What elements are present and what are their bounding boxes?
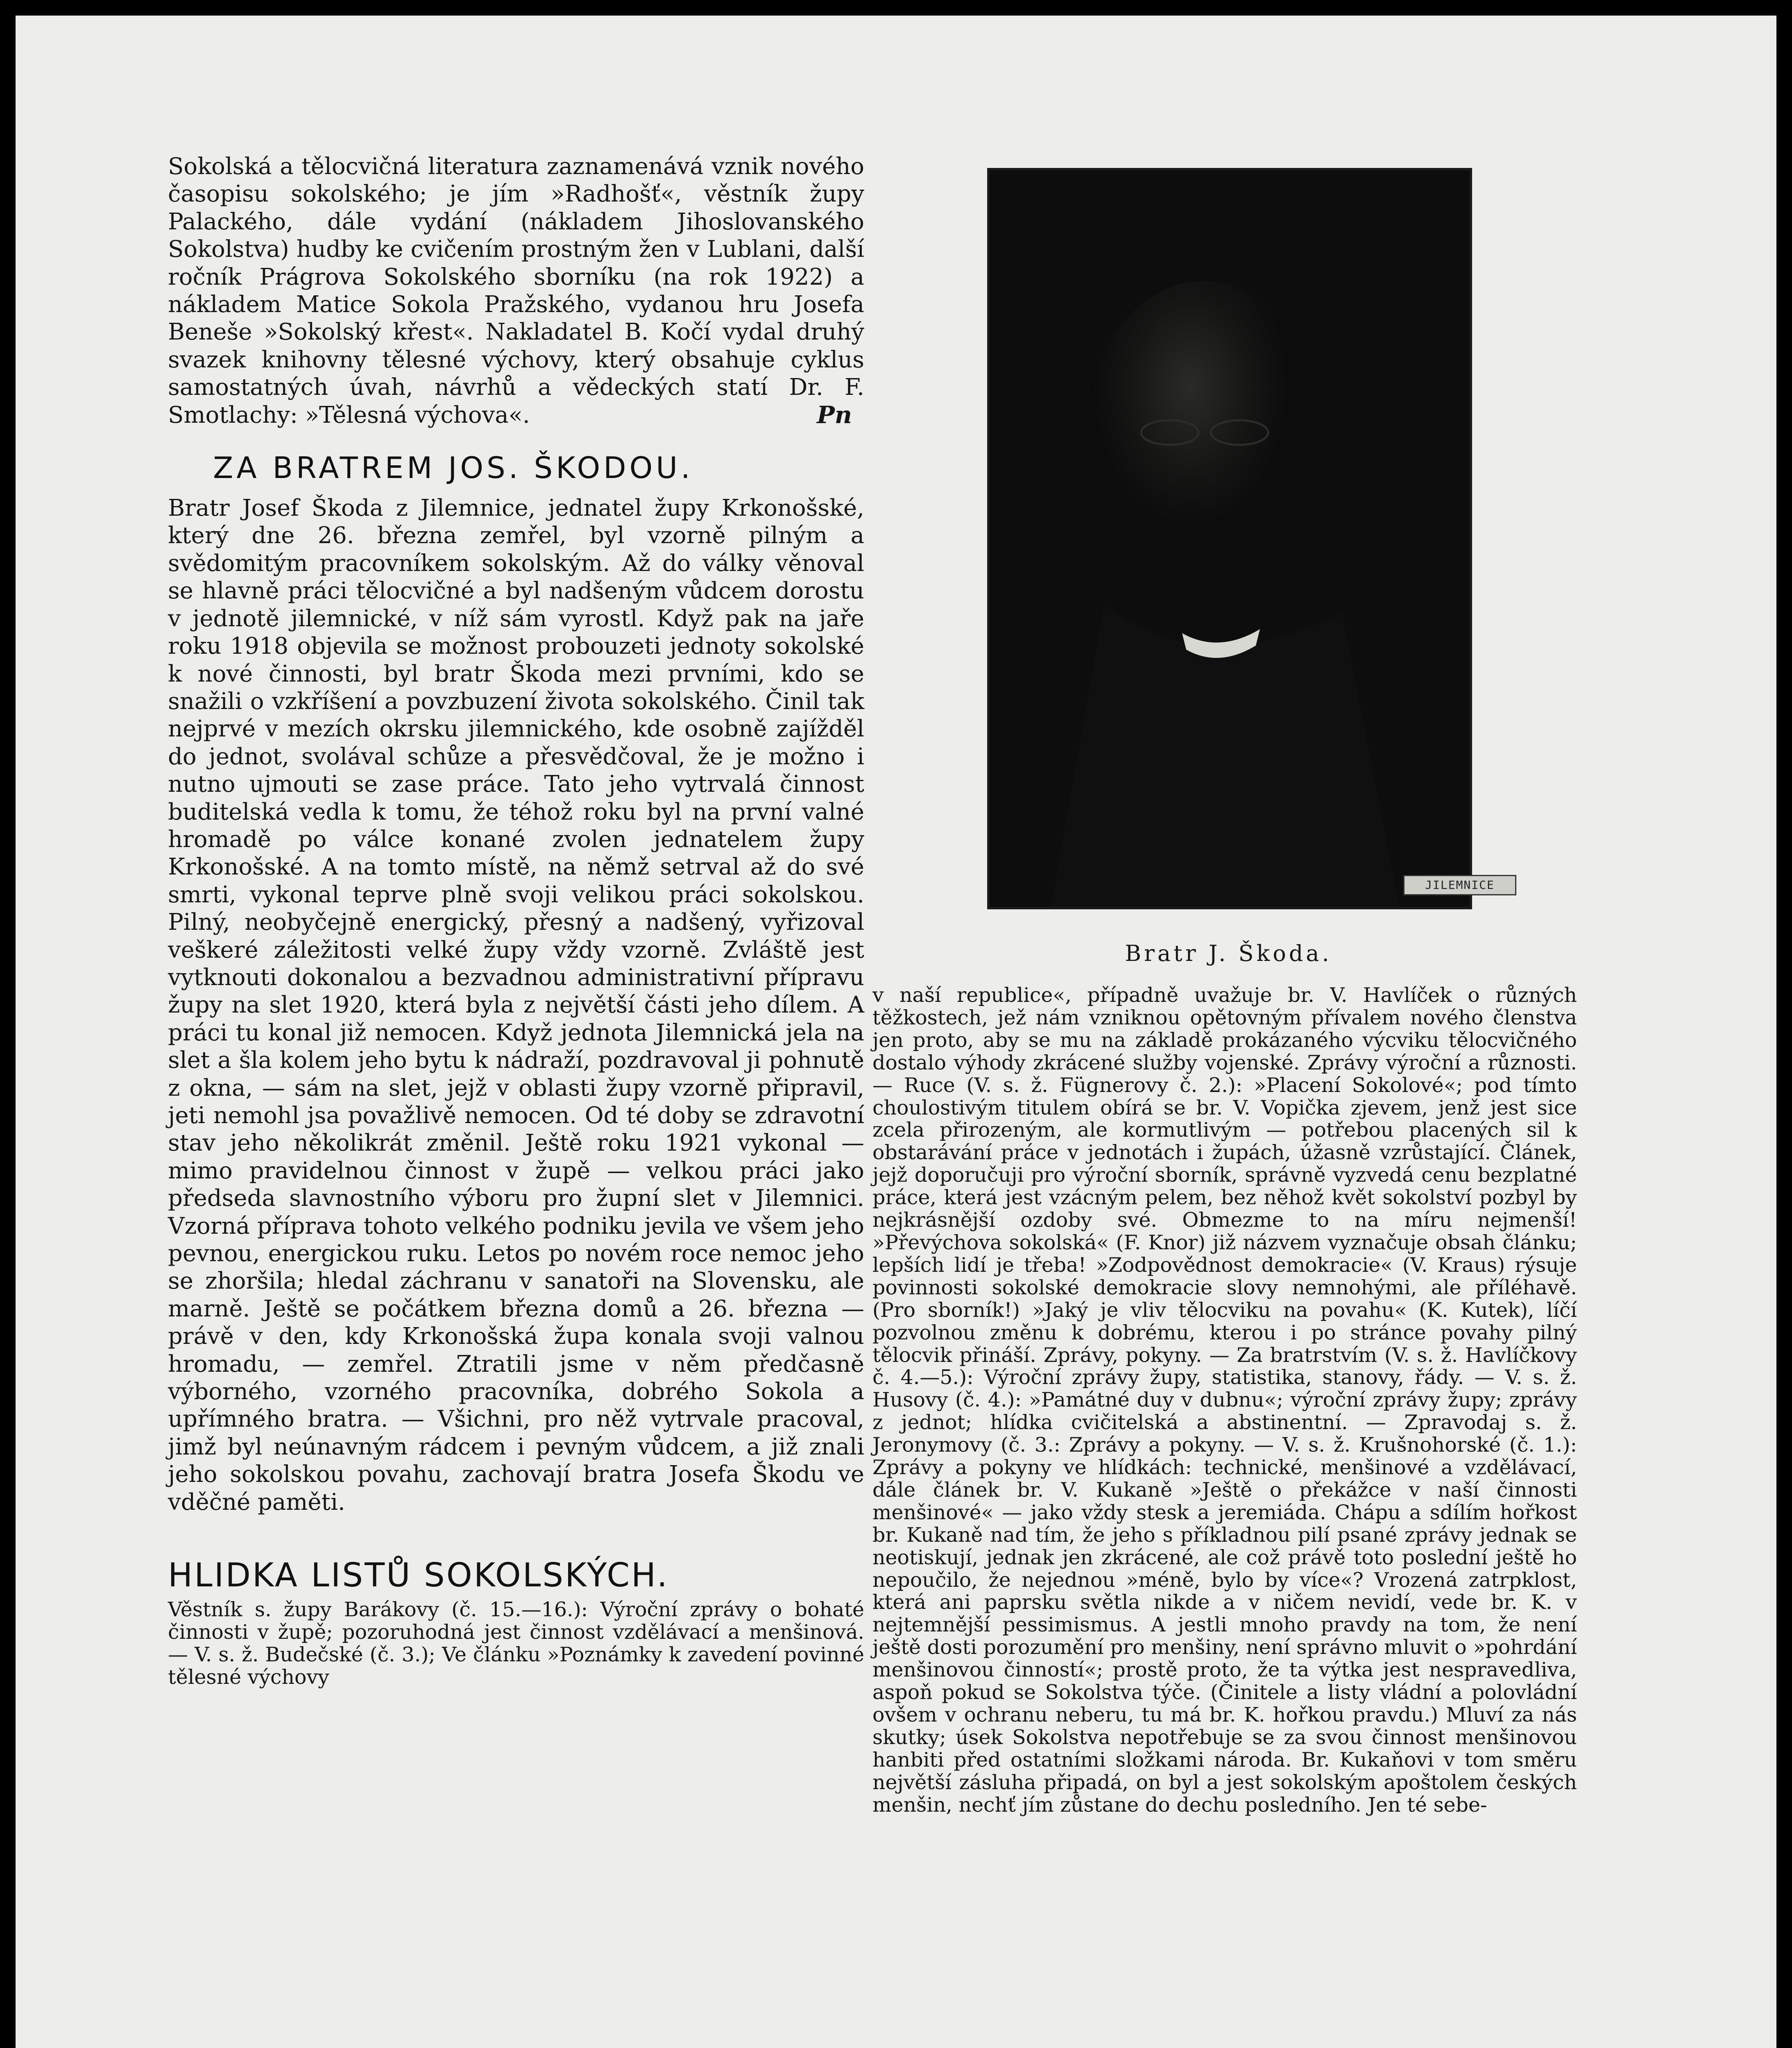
- left-column: [168, 153, 864, 1689]
- photo-stamp: JILEMNICE: [1403, 875, 1516, 895]
- photo-caption: Bratr J. Škoda.: [1125, 940, 1332, 966]
- obituary-heading: ZA BRATREM JOS. ŠKODOU.: [213, 451, 693, 485]
- literature-note: Sokolská a tělocvičná literatura zaznamenává vznik nového časopisu sokolského; je jím »Radhošť«, věstník župy Palackého, dále vydání (nákladem Jihoslovanského Sokolstva) hudby ke cvičením prostným žen v Lublani, další ročník Prágrova Sokolského sborníku (na rok 1922) a nákladem Matice Sokola Pražského, vydanou hru Josefa Beneše »Sokolský křest«. Nakladatel B. Kočí vydal druhý svazek knihovny tělesné výchovy, který obsahuje cyklus samostatných úvah, návrhů a vědeckých statí Dr. F. Smotlachy: »Tělesná výchova«.: [168, 153, 864, 428]
- review-continuation: v naší republice«, případně uvažuje br. V. Havlíček o různých těžkostech, jež nám vzniknou opětovným přívalem nového členstva jen proto, aby se mu na základě prokázaného výcviku tělocvičného dostalo výhody zkrácené služby vojenské. Zprávy výroční a různosti. — Ruce (V. s. ž. Fügnerovy č. 2.): »Placení Sokolové«; pod tímto choulostivým titulem obírá se br. V. Vopička zjevem, jenž jest sice zcela přirozeným, ale kormutlivým — potřebou placených sil k obstarávání práce v jednotách i župách, úžasně vzrůstající. Článek, jejž doporučuji pro výroční sborník, správně vyzvedá cenu bezplatné práce, která jest vzácným pelem, bez něhož květ sokolství pozbyl by nejkrásnější ozdoby své. Obmezme to na míru nejmenší! »Převýchova sokolská« (F. Knor) již názvem vyznačuje obsah článku; lepších lidí je třeba! »Zodpovědnost demokracie« (V. Kraus) rýsuje povinnosti sokolské demokracie slovy nemnohými, ale příléhavě. (Pro sborník!) »Jaký je vliv tělocviku na povahu« (K. Kutek), líčí pozvolnou změnu k dobrému, kterou i po stránce povahy pilný tělocvik přináší. Zprávy, pokyny. — Za bratrstvím (V. s. ž. Havlíčkovy č. 4.—5.): Výroční zprávy župy, statistika, stanovy, řády. — V. s. ž. Husovy (č. 4.): »Památné duy v dubnu«; výroční zprávy župy; zprávy z jednot; hlídka cvičitelská a abstinentní. — Zpravodaj s. ž. Jeronymovy (č. 3.: Zprávy a pokyny. — V. s. ž. Krušnohorské (č. 1.): Zprávy a pokyny ve hlídkách: technické, menšinové a vzdělávací, dále článek br. V. Kukaně »Ještě o překážce v naší činnosti menšinové« — jako vždy stesk a jeremiáda. Chápu a sdílím hořkost br. Kukaně nad tím, že jeho s příkladnou pilí psané zprávy jednak se neotiskují, jednak jen zkrácené, ale což právě toto poslední ještě ho nepoučilo, že nejednou »méně, bylo by více«? Vrozená zatrpklost, která ani paprsku světla nikde a v ničem nevidí, vede br. K. v nejtemnější pessimismus. A jestli mnoho pravdy na tom, že není ještě dosti porozumění pro menšiny, není správno mluvit o »pohrdání menšinovou činností«; prostě proto, že ta výtka jest nespravedliva, aspoň pokud se Sokolstva týče. (Činitele a listy vládní a polovládní ovšem v ochranu neberu, tu má br. K. hořkou pravdu.) Mluví za nás skutky; úsek Sokolstva nepotřebuje se za svou činnost menšinovou hanbiti před ostatními složkami národa. Br. Kukaňovi v tom směru největší zásluha připadá, on byl a jest sokolským apoštolem českých menšin, nechť jím zůstane do dechu posledního. Jen té sebe-: [872, 983, 1577, 1817]
- portrait-image: [990, 170, 1470, 907]
- obituary-text: Bratr Josef Škoda z Jilemnice, jednatel župy Krkonošské, který dne 26. března zemřel, byl vzorně pilným a svědomitým pracovníkem sokolským. Až do války věnoval se hlavně práci tělocvičné a byl nadšeným vůdcem dorostu v jednotě jilemnické, v níž sám vyrostl. Když pak na jaře roku 1918 objevila se možnost probouzeti jednoty sokolské k nové činnosti, byl bratr Škoda mezi prvními, kdo se snažili o vzkříšení a povzbuzení života sokolského. Činil tak nejprvé v mezích okrsku jilemnického, kde osobně zajížděl do jednot, svolával schůze a přesvědčoval, že je možno i nutno ujmouti se zase práce. Tato jeho vytrvalá činnost buditelská vedla k tomu, že téhož roku byl na první valné hromadě po válce konané zvolen jednatelem župy Krkonošské. A na tomto místě, na němž setrval až do své smrti, vykonal teprve plně svoji velikou práci sokolskou. Pilný, neobyčejně energický, přesný a nadšený, vyřizoval veškeré záležitosti velké župy vždy vzorně. Zvláště jest vytknouti dokonalou a bezvadnou administrativní přípravu župy na slet 1920, která byla z největší části jeho dílem. A práci tu konal již nemocen. Když jednota Jilemnická jela na slet a šla kolem jeho bytu k nádraží, pozdravoval ji pohnutě z okna, — sám na slet, jejž v oblasti župy vzorně připravil, jeti nemohl jsa považlivě nemocen. Od té doby se zdravotní stav jeho několikrát změnil. Ještě roku 1921 vykonal — mimo pravidelnou činnost v župě — velkou práci jako předseda slavnostního výboru pro župní slet v Jilemnici. Vzorná příprava tohoto velkého podniku jevila ve všem jeho pevnou, energickou ruku. Letos po novém roce nemoc jeho se zhoršila; hledal záchranu v sanatoři na Slovensku, ale marně. Ještě se počátkem března domů a 26. března — právě v den, kdy Krkonošská župa konala svoji valnou hromadu, — zemřel. Ztratili jsme v něm předčasně výborného, vzorného pracovníka, dobrého Sokola a upřímného bratra. — Všichni, pro něž vytrvale pracoval, jimž byl neúnavným rádcem i pevným vůdcem, a již znali jeho sokolskou povahu, zachovají bratra Josefa Škodu ve vděčné paměti.: [168, 495, 864, 1516]
- portrait-photo: [987, 168, 1495, 909]
- right-column: [872, 984, 1577, 1817]
- review-heading: HLIDKA LISTŮ SOKOLSKÝCH.: [168, 1556, 669, 1595]
- review-intro: Věstník s. župy Barákovy (č. 15.—16.): Výroční zprávy o bohaté činnosti v župě; pozoruhodná jest činnost vzdělávací a menšinová. — V. s. ž. Budečské (č. 3.); Ve článku »Poznámky k zavedení povinné tělesné výchovy: [168, 1598, 864, 1689]
- page: [16, 16, 1776, 2048]
- author-signature: Pn: [817, 401, 852, 429]
